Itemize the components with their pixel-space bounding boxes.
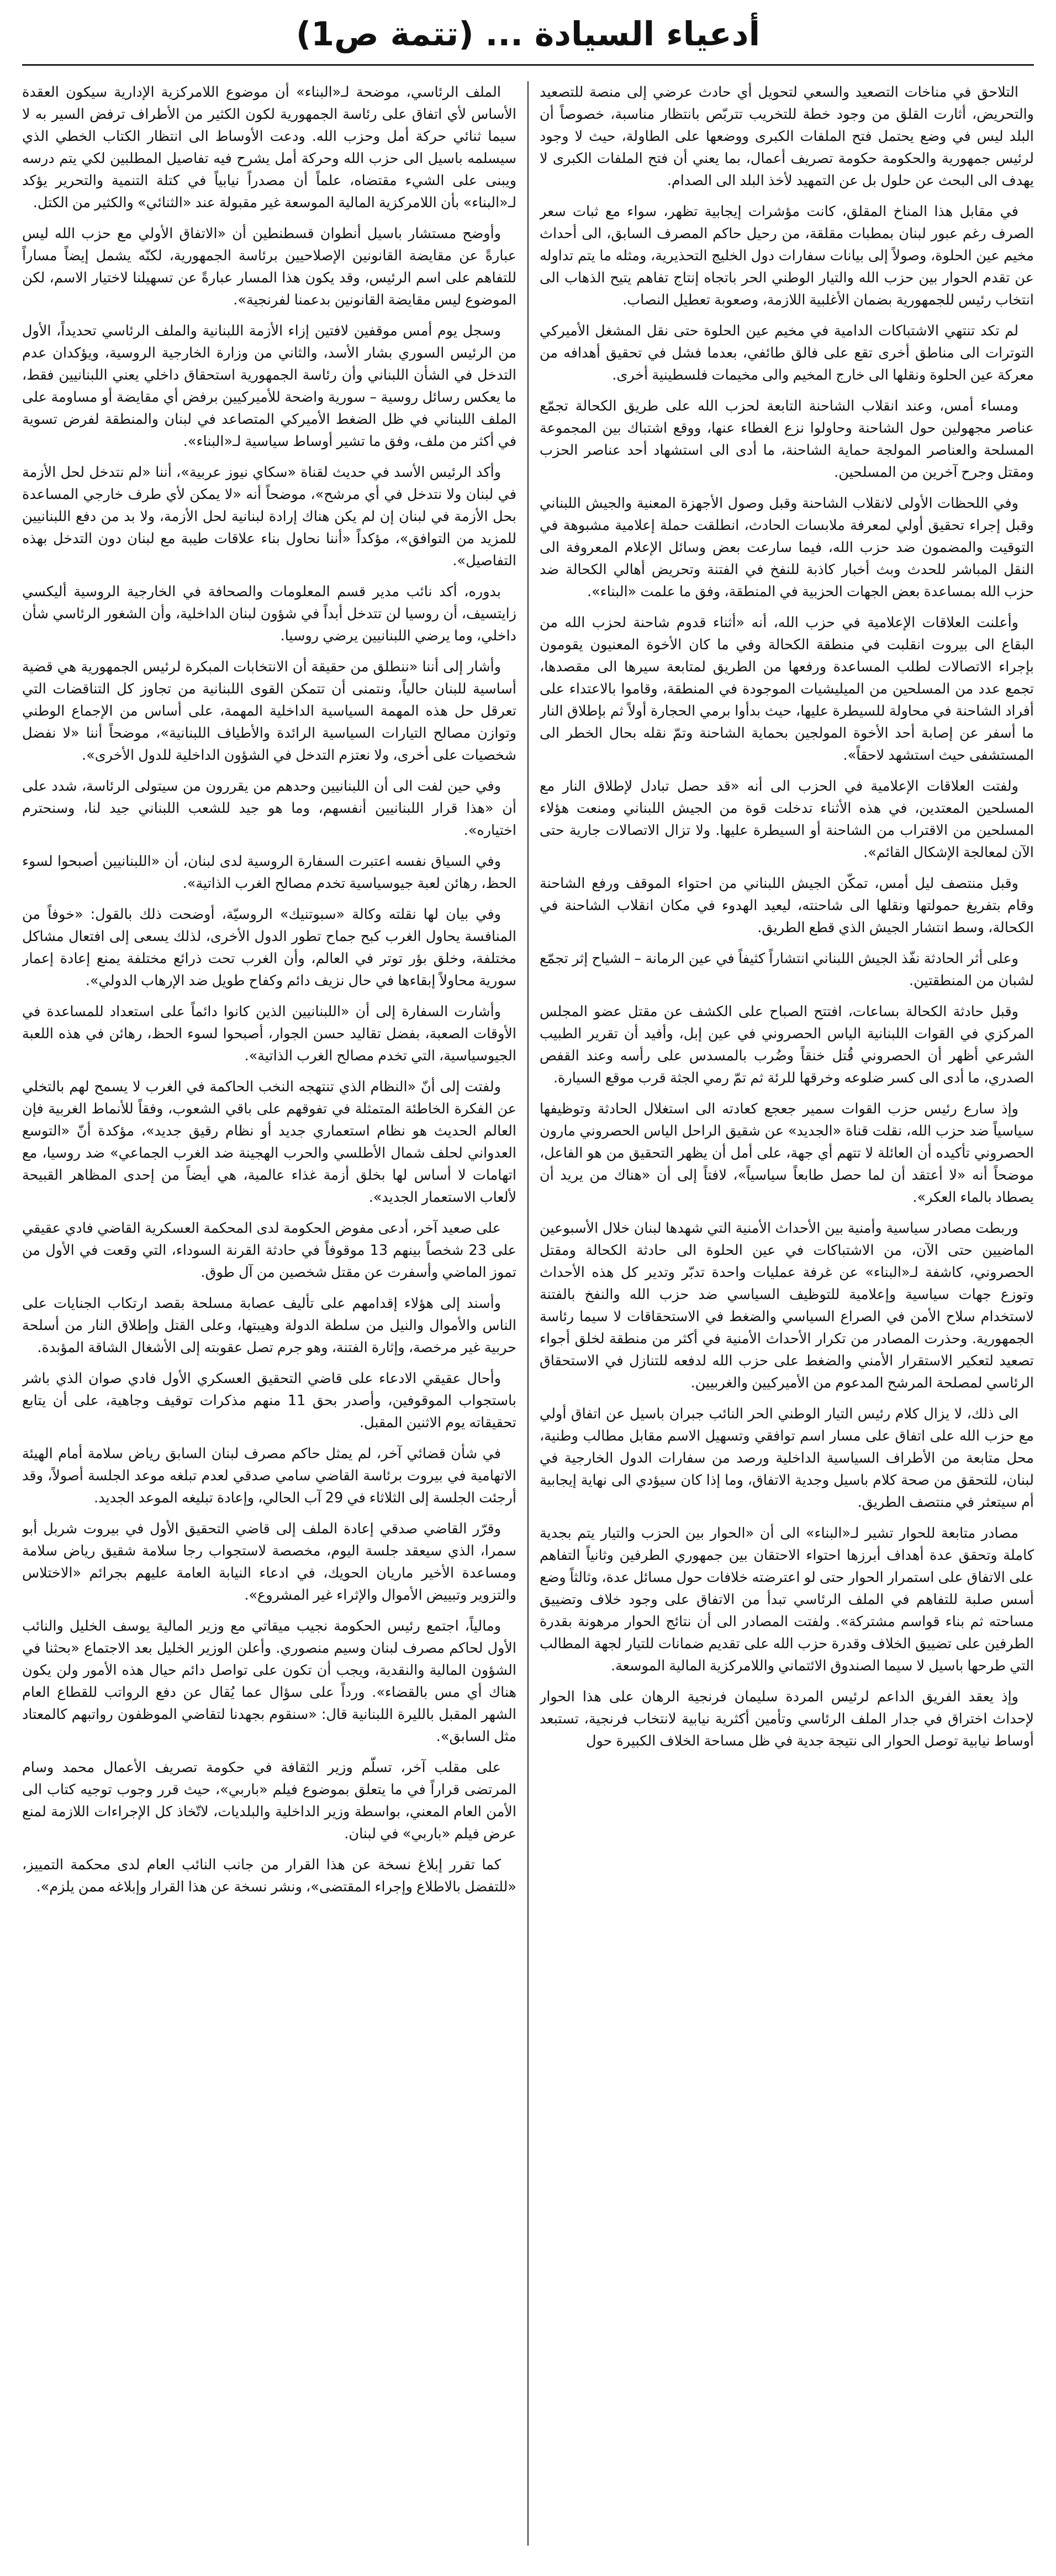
paragraph: وأوضح مستشار باسيل أنطوان قسطنطين أن «الاتفاق الأولي مع حزب الله ليس عبارةً عن مقايضة القانونين الإصلاحيين برئاسة الجمهورية، لكنّه يشمل إيضاً مساراً للتفاهم على اسم الرئيس، وقد يكون هذا المسار عبارةً عن تسهيلنا لاختيار الاسم، لكن الموضوع ليس مقايضة القانونين بدعمنا لفرنجية». <box>22 225 517 308</box>
paragraph: في شأن قضائي آخر، لم يمثل حاكم مصرف لبنان السابق رياض سلامة أمام الهيئة الاتهامية في بيروت برئاسة القاضي سامي صدقي لعدم تبلغه موعد الجلسة أصولاً، وقد أرجئت الجلسة إلى الثلاثاء في 29 آب الحالي، وإعادة تبليغه الموعد الجديد. <box>22 1445 517 1506</box>
paragraph: وأسند إلى هؤلاء إقدامهم على تأليف عصابة مسلحة بقصد ارتكاب الجنايات على الناس والأموال والنيل من سلطة الدولة وهيبتها، وعلى القتل وإطلاق النار من أسلحة حربية غير مرخصة، وإثارة الفتنة، وهو جرم تصل عقوبته إلى الأشغال الشاقة المؤبدة. <box>22 1295 517 1356</box>
paragraph: وأكد الرئيس الأسد في حديث لقناة «سكاي نيوز عربية»، أننا «لم نتدخل لحل الأزمة في لبنان ولا نتدخل في أي مرشح»، موضحاً أنه «لا يمكن لأي طرف خارجي المساعدة بحل الأزمة في لبنان إن لم يكن هناك إرادة لبنانية لحل الأزمة، ولا بد من دفع اللبنانيين للمزيد من التوافق»، مؤكداً «أننا نحاول بناء علاقات طيبة مع لبنان دون التدخل بهذه التفاصيل». <box>22 464 517 569</box>
article-columns <box>22 81 1034 2546</box>
paragraph: وفي السياق نفسه اعتبرت السفارة الروسية لدى لبنان، أن «اللبنانيين أصبحوا لسوء الحظ، رهائن لعبة جيوسياسية تخدم مصالح الغرب الذاتية». <box>22 853 517 892</box>
paragraph: وأشارت السفارة إلى أن «اللبنانيين الذين كانوا دائماً على استعداد للمساعدة في الأوقات الصعبة، بفضل تقاليد حسن الجوار، أصبحوا لسوء الحظ، رهائن في هذه اللعبة الجيوسياسية، التي تخدم مصالح الغرب الذاتية». <box>22 1003 517 1064</box>
article-headline: أدعياء السيادة ... (تتمة ص1) <box>295 15 761 54</box>
paragraph: وسجل يوم أمس موقفين لافتين إزاء الأزمة اللبنانية والملف الرئاسي تحديداً، الأول من الرئيس السوري بشار الأسد، والثاني من وزارة الخارجية الروسية، ويؤكدان عدم التدخل في الشأن اللبناني وأن رئاسة الجمهورية استحقاق داخلي يعني اللبنانيين فقط، ما يعكس رسائل روسية – سورية واضحة للأميركيين برفض أي مقايضة أو مساومة على الملف اللبناني في ظل الضغط الأميركي المتصاعد في لبنان والمنطقة لفرض تسوية في أكثر من ملف، وفق ما تشير أوساط سياسية لـ«البناء». <box>22 323 517 450</box>
paragraph: وأحال عقيقي الادعاء على قاضي التحقيق العسكري الأول فادي صوان الذي باشر باستجواب الموقوفين، وأصدر بحق 11 منهم مذكرات توقيف وجاهية، على أن يتابع تحقيقاته يوم الاثنين المقبل. <box>22 1370 517 1431</box>
paragraph: التلاحق في مناخات التصعيد والسعي لتحويل أي حادث عرضي إلى منصة للتصعيد والتحريض، أثارت القلق من وجود خطة للتخريب تتربّص بانتظار مناسبة، خصوصاً أن البلد ليس في وضع يحتمل فتح الملفات الكبرى ووضعها على الطاولة، حيث لا وجود لرئيس جمهورية والحكومة حكومة تصريف أعمال، بما يعني أن فتح الملفات الكبرى لا يهدف الى البحث عن حلول بل عن التمهيد لأخذ البلد الى الصدام. <box>540 84 1034 189</box>
paragraph: وعلى أثر الحادثة نفّذ الجيش اللبناني انتشاراً كثيفاً في عين الرمانة – الشياح إثر تجمّع لشبان من المنطقتين. <box>540 950 1034 989</box>
headline-bar <box>22 4 1034 66</box>
paragraph: مصادر متابعة للحوار تشير لـ«البناء» الى أن «الحوار بين الحزب والتيار يتم بجدية كاملة وتحقق عدة أهداف أبرزها احتواء الاحتقان بين جمهوري الطرفين وثانياً التفاهم على الاتفاق على استمرار الحوار حتى لو اعترضته خلافات حول مسائل عدة، وثالثاً وضع أسس صلبة للتفاهم في الملف الرئاسي تبدأ من الاتفاق على وجود خلاف وتضييق مساحته ثم بناء قواسم مشتركة». ولفتت المصادر الى أن نتائج الحوار مرهونة بقدرة الطرفين على تضييق الخلاف وقدرة حزب الله على تقديم ضمانات للتيار لجهة المطالب التي طرحها باسيل لا سيما الصندوق الائتماني واللامركزية المالية الموسعة. <box>540 1525 1034 1674</box>
paragraph: وفي اللحظات الأولى لانقلاب الشاحنة وقبل وصول الأجهزة المعنية والجيش اللبناني وقبل إجراء تحقيق أولي لمعرفة ملابسات الحادث، انطلقت حملة إعلامية مشبوهة في التوقيت والمضمون ضد حزب الله، فيما سارعت بعض وسائل الإعلام المعروفة الى النقل المباشر للحدث وبث أخبار كاذبة للنفخ في الفتنة وتحريض أهالي الكحالة ضد حزب الله بمساعدة بعض الجهات الحزبية في المنطقة، وفق ما علمت «البناء». <box>540 495 1034 600</box>
paragraph: ومساء أمس، وعند انقلاب الشاحنة التابعة لحزب الله على طريق الكحالة تجمّع عناصر مجهولين حول الشاحنة وحاولوا نزع الغطاء عنها، ووقع اشتباك بين المجموعة المسلحة والعناصر المولجة حماية الشاحنة، ما أدى الى استشهاد أحد عناصر الحزب ومقتل وجرح آخرين من المسلحين. <box>540 398 1034 481</box>
column-left <box>22 81 516 2546</box>
paragraph: لم تكد تنتهي الاشتباكات الدامية في مخيم عين الحلوة حتى نقل المشغل الأميركي التوترات الى مناطق أخرى تقع على فالق طائفي، بعدما فشل في تحقيق أهدافه من معركة عين الحلوة ونقلها الى خارج المخيم والى مخيمات فلسطينية أخرى. <box>540 323 1034 383</box>
paragraph: على صعيد آخر، أدعى مفوض الحكومة لدى المحكمة العسكرية القاضي فادي عقيقي على 23 شخصاً بينهم 13 موقوفاً في حادثة القرنة السوداء، التي وقعت في الأول من تموز الماضي وأسفرت عن مقتل شخصين من آل طوق. <box>22 1220 517 1281</box>
paragraph: وقبل حادثة الكحالة بساعات، افتتح الصباح على الكشف عن مقتل عضو المجلس المركزي في القوات اللبنانية الياس الحصروني في عين إبل، وأفيد أن تقرير الطبيب الشرعي أظهر أن الحصروني قُتل خنقاً وضُرب بالمسدس على رأسه وعند القفص الصدري، ما أدى الى كسر ضلوعه وخرقها للرئة ثم تمّ رمي الجثة قرب موقع السيارة. <box>540 1003 1034 1086</box>
column-right <box>540 81 1034 2546</box>
paragraph: ولفتت العلاقات الإعلامية في الحزب الى أنه «قد حصل تبادل لإطلاق النار مع المسلحين المعتدين، في هذه الأثناء تدخلت قوة من الجيش اللبناني ومنعت هؤلاء المسلحين من الاقتراب من الشاحنة أو السيطرة عليها. ولا تزال الاتصالات جارية حتى الآن لمعالجة الإشكال القائم». <box>540 778 1034 861</box>
paragraph: في مقابل هذا المناخ المقلق، كانت مؤشرات إيجابية تظهر، سواء مع ثبات سعر الصرف رغم عبور لبنان بمطبات مقلقة، من رحيل حاكم المصرف السابق، الى أحداث مخيم عين الحلوة، وصولاً إلى بيانات سفارات دول الخليج التحذيرية، ومثله ما يتم تداوله عن تقدم الحوار بين حزب الله والتيار الوطني الحر باتجاه إنتاج تفاهم يتيح الذهاب الى انتخاب رئيس للجمهورية بضمان الأغلبية اللازمة، وصعوبة تعطيل النصاب. <box>540 203 1034 308</box>
paragraph: وفي بيان لها نقلته وكالة «سبوتنيك» الروسيّة، أوضحت ذلك بالقول: «خوفاً من المنافسة يحاول الغرب كبح جماح تطور الدول الأخرى، لذلك يسعى إلى افتعال مشاكل مختلفة، وخلق بؤر توتر في العالم، وأن الغرب تحت ذرائع مختلفة يمنع إعادة إعمار سورية محاولاً إبقاءها في حال نزيف دائم وكفاح طويل ضد الإرهاب الدولي». <box>22 906 517 989</box>
paragraph: الى ذلك، لا يزال كلام رئيس التيار الوطني الحر النائب جبران باسيل عن اتفاق أولي مع حزب الله على اتفاق على مسار اسم توافقي وتسهيل الاسم مقابل مطالب وطنية، محل متابعة من الأطراف السياسية الداخلية ورصد من سفارات الدول الخارجية في لبنان، للتحقق من صحة كلام باسيل وجدية الاتفاق، وما إذا كان سيؤدي الى نهاية إيجابية أم سيتعثر في منتصف الطريق. <box>540 1406 1034 1511</box>
paragraph: وإذ يعقد الفريق الداعم لرئيس المردة سليمان فرنجية الرهان على هذا الحوار لإحداث اختراق في جدار الملف الرئاسي وتأمين أكثرية نيابية لانتخاب فرنجية، تستبعد أوساط نيابية توصل الحوار الى نتيجة جدية في ظل مساحة الخلاف الكبيرة حول <box>540 1689 1034 1749</box>
paragraph: وفي حين لفت الى أن اللبنانيين وحدهم من يقررون من سيتولى الرئاسة، شدد على أن «هذا قرار اللبنانيين أنفسهم، وما هو جيد للشعب اللبناني جيد لنا، وسنحترم اختياره». <box>22 778 517 839</box>
paragraph: على مقلب آخر، تسلّم وزير الثقافة في حكومة تصريف الأعمال محمد وسام المرتضى قراراً في ما يتعلق بموضوع فيلم «باربي»، حيث قرر وجوب توجيه كتاب الى الأمن العام المعني، بواسطة وزير الداخلية والبلديات، لاتّخاذ كل الإجراءات اللازمة لمنع عرض فيلم «باربي» في لبنان. <box>22 1759 517 1842</box>
paragraph: ولفتت إلى أنّ «النظام الذي تنتهجه النخب الحاكمة في الغرب لا يسمح لهم بالتخلي عن الفكرة الخاطئة المتمثلة في تفوقهم على باقي الشعوب، وفقاً للأنماط الغربية فإن العالم الحديث هو نظام استعماري جديد أو نظام رقيق جديد»، مؤكدة أنّ «التوسع العدواني لحلف شمال الأطلسي والحرب الهجينة ضد الغرب الجماعي» ضد روسيا، مع اتهامات لا أساس لها بخلق أزمة غذاء عالمية، هي أيضاً من إحدى المظاهر القبيحة لألعاب الاستعمار الجديد». <box>22 1079 517 1206</box>
paragraph: وقرّر القاضي صدقي إعادة الملف إلى قاضي التحقيق الأول في بيروت شربل أبو سمرا، الذي سيعقد جلسة اليوم، مخصصة لاستجواب رجا سلامة شقيق رياض سلامة ومساعدة الأخير ماريان الحويك، في ادعاء النيابة العامة عليهم بجرائم «الاختلاس والتزوير وتبييض الأموال والإثراء غير المشروع». <box>22 1521 517 1604</box>
paragraph: وأشار إلى أننا «ننطلق من حقيقة أن الانتخابات المبكرة لرئيس الجمهورية هي قضية أساسية للبنان حالياً، ونتمنى أن تتمكن القوى اللبنانية من تجاوز كل التناقضات التي تعرقل حل هذه المهمة السياسية الداخلية المهمة، على أساس من الإجماع الوطني وتوازن مصالح التيارات السياسية الرائدة والأطياف اللبنانية»، موضحاً أننا «لا نفضل شخصيات على أخرى، ولا نعتزم التدخل في الشؤون الداخلية للدول الأخرى». <box>22 659 517 764</box>
paragraph: ومالياً، اجتمع رئيس الحكومة نجيب ميقاتي مع وزير المالية يوسف الخليل والنائب الأول لحاكم مصرف لبنان وسيم منصوري. وأعلن الوزير الخليل بعد الاجتماع «بحثنا في الشؤون المالية والنقدية، ويجب أن تكون على تواصل دائم حيال هذه الأمور ولن يكون هناك أي مس بالقضاء». ورداً على سؤال عما يُقال عن دفع الرواتب للقطاع العام الشهر المقبل بالليرة اللبنانية قال: «سنقوم بجهدنا لتقاضي الموظفون رواتبهم كالمعتاد مثل السابق». <box>22 1618 517 1745</box>
paragraph: وأعلنت العلاقات الإعلامية في حزب الله، أنه «أثناء قدوم شاحنة لحزب الله من البقاع الى بيروت انقلبت في منطقة الكحالة وفي ما كان الأخوة المعنيون يقومون بإجراء الاتصالات لطلب المساعدة ورفعها من الطريق لمتابعة سيرها الى مقصدها، تجمع عدد من المسلحين من الميليشيات الموجودة في المنطقة، وقاموا بالاعتداء على أفراد الشاحنة في محاولة للسيطرة عليها، حيث بدأوا برمي الحجارة أولاً ثم بإطلاق النار ما أسفر عن إصابة أحد الأخوة المولجين بحماية الشاحنة وتمّ نقله بحال الخطر الى المستشفى حيث استشهد لاحقاً». <box>540 614 1034 764</box>
paragraph: وقبل منتصف ليل أمس، تمكّن الجيش اللبناني من احتواء الموقف ورفع الشاحنة وقام بتفريغ حمولتها ونقلها الى شاحنته، ليعيد الهدوء في مكان انقلاب الشاحنة في الكحالة، وسط انتشار الجيش الذي قطع الطريق. <box>540 875 1034 936</box>
paragraph: بدوره، أكد نائب مدير قسم المعلومات والصحافة في الخارجية الروسية أليكسي زايتسيف، أن روسيا لن تتدخل أبداً في شؤون لبنان الداخلية، وأن الشغور الرئاسي شأن داخلي، وما يرضي اللبنانيين يرضي روسيا. <box>22 583 517 644</box>
column-divider <box>527 81 529 2546</box>
paragraph: وربطت مصادر سياسية وأمنية بين الأحداث الأمنية التي شهدها لبنان خلال الأسبوعين الماضيين حتى الآن، من الاشتباكات في عين الحلوة الى حادثة الكحالة ومقتل الحصروني، كاشفة لـ«البناء» عن غرفة عمليات واحدة تدبّر وتدير كل هذه الأحداث وتوزع جهات سياسية وإعلامية للتوظيف السياسي ضد حزب الله والنفخ بالفتنة لاستخدام سلاح الأمن في الصراع السياسي والضغط في الاستحقاقات لا سيما رئاسة الجمهورية. وحذرت المصادر من تكرار الأحداث الأمنية في أكثر من منطقة لخلق أجواء تصعيد لتعكير الاستقرار الأمني والضغط على حزب الله لدفعه للتنازل في الاستحقاق الرئاسي لمصلحة المرشح المدعوم من الأميركيين والغربيين. <box>540 1220 1034 1391</box>
paragraph: الملف الرئاسي، موضحة لـ«البناء» أن موضوع اللامركزية الإدارية سيكون العقدة الأساس لأي اتفاق على رئاسة الجمهورية لكون الكثير من الأطراف ترفض السير به لا سيما ثنائي حركة أمل وحزب الله. ودعت الأوساط الى انتظار الكتاب الخطي الذي سيسلمه باسيل الى حزب الله وحركة أمل يشرح فيه تفاصيل المطلبين لكي يتم درسه ويبنى على الشيء مقتضاه، علماً أن مصدراً نيابياً في كتلة التنمية والتحرير يؤكد لـ«البناء» بأن اللامركزية المالية الموسعة غير مقبولة عند «الثنائي» والكثير من الكتل. <box>22 84 517 211</box>
paragraph: كما تقرر إبلاغ نسخة عن هذا القرار من جانب النائب العام لدى محكمة التمييز، «للتفضل بالاطلاع وإجراء المقتضى»، ونشر نسخة عن هذا القرار وإبلاغه ممن يلزم». <box>22 1857 517 1895</box>
paragraph: وإذ سارع رئيس حزب القوات سمير جعجع كعادته الى استغلال الحادثة وتوظيفها سياسياً ضد حزب الله، نقلت قناة «الجديد» عن شقيق الراحل الياس الحصروني مارون الحصروني تأكيده أن العائلة لا تتهم أي جهة، على أمل أن يظهر التحقيق من هو الفاعل، موضحاً أنه «لا أعتقد أن لما حصل طابعاً سياسياً»، لافتاً إلى أن «هناك من يريد أن يصطاد بالماء العكر». <box>540 1101 1034 1206</box>
